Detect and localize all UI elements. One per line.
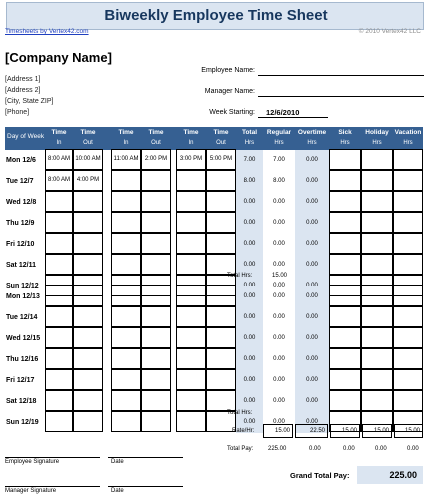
week-starting-label: Week Starting: bbox=[209, 109, 255, 116]
day-label: Fri 12/17 bbox=[6, 377, 35, 384]
time-cell-out1[interactable] bbox=[73, 369, 103, 390]
time-cell-in2[interactable] bbox=[111, 411, 141, 432]
time-cell-in2[interactable] bbox=[111, 191, 141, 212]
week2-total-label: Total Hrs: bbox=[227, 410, 253, 416]
holiday-hrs-cell[interactable] bbox=[361, 191, 393, 212]
time-cell-out2[interactable] bbox=[141, 327, 171, 348]
time-cell-in2[interactable] bbox=[111, 212, 141, 233]
total-hrs: 0.00 bbox=[236, 255, 263, 276]
rate-regular[interactable]: 15.00 bbox=[263, 424, 293, 438]
regular-hrs: 0.00 bbox=[273, 220, 285, 226]
time-cell-out3[interactable] bbox=[206, 306, 236, 327]
table-row bbox=[5, 370, 423, 391]
time-cell-in3[interactable] bbox=[176, 390, 206, 411]
time-cell-in3[interactable] bbox=[176, 369, 206, 390]
time-cell-in1[interactable] bbox=[45, 254, 73, 275]
total-hrs: 0.00 bbox=[236, 328, 263, 349]
time-cell-in2[interactable] bbox=[111, 285, 141, 306]
pay-holiday: 0.00 bbox=[375, 446, 387, 452]
manager-date-line[interactable] bbox=[108, 486, 183, 487]
time-cell-in3[interactable] bbox=[176, 254, 206, 275]
phone[interactable]: [Phone] bbox=[5, 109, 30, 116]
day-label: Tue 12/7 bbox=[6, 178, 34, 185]
vacation-hrs-cell[interactable] bbox=[393, 327, 423, 348]
time-cell-out2[interactable] bbox=[141, 254, 171, 275]
employee-signature-label: Employee Signature bbox=[5, 459, 60, 465]
time-cell-out2[interactable]: 2:00 PM bbox=[141, 149, 171, 170]
time-cell-in3[interactable] bbox=[176, 212, 206, 233]
col-in-3: Time In bbox=[183, 129, 199, 146]
vacation-hrs-cell[interactable] bbox=[393, 254, 423, 275]
regular-hrs: 0.00 bbox=[273, 419, 285, 425]
holiday-hrs-cell[interactable] bbox=[361, 306, 393, 327]
pay-overtime: 0.00 bbox=[309, 446, 321, 452]
overtime-hrs: 0.00 bbox=[295, 255, 329, 276]
time-cell-in1[interactable]: 8:00 AM bbox=[45, 149, 73, 170]
time-cell-in2[interactable] bbox=[111, 369, 141, 390]
time-cell-in1[interactable] bbox=[45, 212, 73, 233]
time-cell-out1[interactable] bbox=[73, 254, 103, 275]
table-row bbox=[5, 234, 423, 255]
rate-sick[interactable]: 15.00 bbox=[330, 424, 360, 438]
time-cell-in2[interactable] bbox=[111, 254, 141, 275]
time-cell-in3[interactable] bbox=[176, 327, 206, 348]
sick-hrs-cell[interactable] bbox=[329, 348, 361, 369]
holiday-hrs-cell[interactable] bbox=[361, 285, 393, 306]
col-overtime: Overtime Hrs bbox=[297, 129, 327, 146]
total-hrs: 0.00 bbox=[236, 349, 263, 370]
vacation-hrs-cell[interactable] bbox=[393, 285, 423, 306]
time-cell-out3[interactable] bbox=[206, 348, 236, 369]
regular-hrs: 8.00 bbox=[273, 178, 285, 184]
vacation-hrs-cell[interactable] bbox=[393, 233, 423, 254]
vacation-hrs-cell[interactable] bbox=[393, 390, 423, 411]
sick-hrs-cell[interactable] bbox=[329, 149, 361, 170]
time-cell-in1[interactable]: 8:00 AM bbox=[45, 170, 73, 191]
table-header bbox=[5, 127, 423, 150]
holiday-hrs-cell[interactable] bbox=[361, 149, 393, 170]
total-hrs: 0.00 bbox=[236, 234, 263, 255]
total-hrs: 7.00 bbox=[236, 150, 263, 171]
overtime-hrs: 0.00 bbox=[295, 391, 329, 412]
time-cell-in1[interactable] bbox=[45, 369, 73, 390]
time-cell-in3[interactable] bbox=[176, 191, 206, 212]
employee-date-label: Date bbox=[111, 459, 124, 465]
day-label: Mon 12/6 bbox=[6, 157, 36, 164]
time-cell-out3[interactable] bbox=[206, 369, 236, 390]
address-2[interactable]: [Address 2] bbox=[5, 87, 41, 94]
time-cell-out3[interactable] bbox=[206, 191, 236, 212]
table-row bbox=[5, 150, 423, 171]
manager-name-field[interactable] bbox=[258, 96, 424, 97]
regular-hrs: 0.00 bbox=[273, 262, 285, 268]
time-cell-out1[interactable] bbox=[73, 212, 103, 233]
day-label: Sat 12/11 bbox=[6, 262, 36, 269]
time-cell-out3[interactable] bbox=[206, 254, 236, 275]
time-cell-in2[interactable] bbox=[111, 306, 141, 327]
table-row bbox=[5, 192, 423, 213]
col-vacation: Vacation Hrs bbox=[394, 129, 422, 146]
time-cell-out2[interactable] bbox=[141, 369, 171, 390]
pay-sick: 0.00 bbox=[343, 446, 355, 452]
rate-vacation[interactable]: 15.00 bbox=[394, 424, 423, 438]
regular-hrs: 7.00 bbox=[273, 157, 285, 163]
sick-hrs-cell[interactable] bbox=[329, 170, 361, 191]
day-label: Sun 12/19 bbox=[6, 419, 39, 426]
day-label: Sun 12/12 bbox=[6, 283, 39, 290]
title-bar bbox=[6, 2, 424, 30]
time-cell-in1[interactable] bbox=[45, 233, 73, 254]
col-regular: Regular Hrs bbox=[266, 129, 292, 146]
time-cell-out2[interactable] bbox=[141, 390, 171, 411]
table-row bbox=[5, 213, 423, 234]
holiday-hrs-cell[interactable] bbox=[361, 390, 393, 411]
page-title: Biweekly Employee Time Sheet bbox=[104, 7, 328, 24]
time-cell-in3[interactable] bbox=[176, 233, 206, 254]
table-row bbox=[5, 412, 423, 433]
vacation-hrs-cell[interactable] bbox=[393, 348, 423, 369]
sick-hrs-cell[interactable] bbox=[329, 233, 361, 254]
time-cell-in1[interactable] bbox=[45, 306, 73, 327]
vacation-hrs-cell[interactable] bbox=[393, 212, 423, 233]
sick-hrs-cell[interactable] bbox=[329, 254, 361, 275]
regular-hrs: 0.00 bbox=[273, 398, 285, 404]
manager-date-label: Date bbox=[111, 488, 124, 494]
time-cell-out3[interactable]: 5:00 PM bbox=[206, 149, 236, 170]
time-cell-in2[interactable] bbox=[111, 348, 141, 369]
week1-total-label: Total Hrs: bbox=[227, 273, 253, 279]
col-out-3: Time Out bbox=[213, 129, 229, 146]
week-starting-value[interactable]: 12/6/2010 bbox=[266, 108, 300, 117]
total-hrs: 0.00 bbox=[236, 192, 263, 213]
total-hrs: 0.00 bbox=[236, 286, 263, 307]
holiday-hrs-cell[interactable] bbox=[361, 170, 393, 191]
time-cell-out3[interactable] bbox=[206, 212, 236, 233]
total-pay-label: Total Pay: bbox=[227, 446, 254, 452]
time-cell-out1[interactable] bbox=[73, 306, 103, 327]
time-cell-out1[interactable]: 10:00 AM bbox=[73, 149, 103, 170]
day-label: Wed 12/8 bbox=[6, 199, 37, 206]
holiday-hrs-cell[interactable] bbox=[361, 348, 393, 369]
day-label: Wed 12/15 bbox=[6, 335, 41, 342]
overtime-hrs: 0.00 bbox=[295, 349, 329, 370]
vacation-hrs-cell[interactable] bbox=[393, 369, 423, 390]
time-cell-out1[interactable] bbox=[73, 327, 103, 348]
sick-hrs-cell[interactable] bbox=[329, 306, 361, 327]
city-state-zip[interactable]: [City, State ZIP] bbox=[5, 98, 54, 105]
time-cell-out2[interactable] bbox=[141, 170, 171, 191]
day-label: Tue 12/14 bbox=[6, 314, 38, 321]
time-cell-out1[interactable] bbox=[73, 411, 103, 432]
employee-name-label: Employee Name: bbox=[201, 67, 255, 74]
sick-hrs-cell[interactable] bbox=[329, 390, 361, 411]
overtime-hrs: 0.00 bbox=[295, 192, 329, 213]
time-cell-out2[interactable] bbox=[141, 348, 171, 369]
col-in-1: Time In bbox=[51, 129, 67, 146]
time-cell-out1[interactable] bbox=[73, 285, 103, 306]
table-row bbox=[5, 307, 423, 328]
employee-date-line[interactable] bbox=[108, 457, 183, 458]
employee-name-field[interactable] bbox=[258, 75, 424, 76]
manager-signature-label: Manager Signature bbox=[5, 488, 57, 494]
time-cell-in2[interactable]: 11:00 AM bbox=[111, 149, 141, 170]
regular-hrs: 0.00 bbox=[273, 335, 285, 341]
rate-label: Rate/Hr: bbox=[232, 428, 255, 434]
time-cell-in2[interactable] bbox=[111, 327, 141, 348]
total-hrs: 0.00 bbox=[236, 307, 263, 328]
table-row bbox=[5, 255, 423, 276]
pay-regular: 225.00 bbox=[268, 446, 287, 452]
total-hrs: 8.00 bbox=[236, 171, 263, 192]
vertex42-link[interactable]: Timesheets by Vertex42.com bbox=[5, 28, 89, 35]
total-hrs: 0.00 bbox=[236, 370, 263, 391]
manager-name-label: Manager Name: bbox=[204, 88, 255, 95]
holiday-hrs-cell[interactable] bbox=[361, 254, 393, 275]
rate-holiday[interactable]: 15.00 bbox=[362, 424, 392, 438]
total-hrs: 0.00 bbox=[236, 412, 263, 433]
time-cell-out2[interactable] bbox=[141, 233, 171, 254]
sick-hrs-cell[interactable] bbox=[329, 369, 361, 390]
time-cell-in3[interactable] bbox=[176, 411, 206, 432]
rate-overtime[interactable]: 22.50 bbox=[295, 424, 328, 438]
total-hrs: 0.00 bbox=[236, 391, 263, 412]
table-row bbox=[5, 171, 423, 192]
time-cell-in2[interactable] bbox=[111, 170, 141, 191]
grand-total-label: Grand Total Pay: bbox=[290, 471, 350, 480]
address-1[interactable]: [Address 1] bbox=[5, 76, 41, 83]
time-cell-out3[interactable] bbox=[206, 285, 236, 306]
total-hrs: 0.00 bbox=[236, 213, 263, 234]
regular-hrs: 0.00 bbox=[273, 283, 285, 289]
day-label: Mon 12/13 bbox=[6, 293, 40, 300]
regular-hrs: 0.00 bbox=[273, 199, 285, 205]
time-cell-out1[interactable] bbox=[73, 348, 103, 369]
time-cell-out2[interactable] bbox=[141, 411, 171, 432]
day-label: Thu 12/16 bbox=[6, 356, 39, 363]
week-starting-underline bbox=[258, 117, 328, 118]
time-cell-in1[interactable] bbox=[45, 327, 73, 348]
sick-hrs-cell[interactable] bbox=[329, 285, 361, 306]
time-cell-out3[interactable] bbox=[206, 327, 236, 348]
holiday-hrs-cell[interactable] bbox=[361, 369, 393, 390]
regular-hrs: 0.00 bbox=[273, 241, 285, 247]
overtime-hrs: 0.00 bbox=[295, 307, 329, 328]
company-name[interactable]: [Company Name] bbox=[5, 50, 112, 65]
time-cell-out2[interactable] bbox=[141, 306, 171, 327]
time-cell-out2[interactable] bbox=[141, 285, 171, 306]
overtime-hrs: 0.00 bbox=[295, 370, 329, 391]
week1-total-value: 15.00 bbox=[272, 273, 288, 279]
time-cell-out3[interactable] bbox=[206, 390, 236, 411]
regular-hrs: 0.00 bbox=[273, 293, 285, 299]
day-label: Sat 12/18 bbox=[6, 398, 37, 405]
time-cell-in3[interactable] bbox=[176, 170, 206, 191]
time-cell-in1[interactable] bbox=[45, 348, 73, 369]
vacation-hrs-cell[interactable] bbox=[393, 191, 423, 212]
time-cell-in1[interactable] bbox=[45, 191, 73, 212]
overtime-hrs: 0.00 bbox=[295, 286, 329, 307]
time-cell-in3[interactable] bbox=[176, 306, 206, 327]
overtime-hrs: 0.00 bbox=[295, 234, 329, 255]
table-row bbox=[5, 286, 423, 307]
holiday-hrs-cell[interactable] bbox=[361, 327, 393, 348]
col-day: Day of Week bbox=[7, 133, 45, 140]
time-cell-out1[interactable] bbox=[73, 191, 103, 212]
overtime-hrs: 0.00 bbox=[295, 328, 329, 349]
col-out-1: Time Out bbox=[80, 129, 96, 146]
grand-total-value: 225.00 bbox=[357, 466, 423, 484]
time-cell-out1[interactable] bbox=[73, 233, 103, 254]
col-total: Total Hrs bbox=[241, 129, 258, 146]
vacation-hrs-cell[interactable] bbox=[393, 306, 423, 327]
vacation-hrs-cell[interactable] bbox=[393, 170, 423, 191]
table-row bbox=[5, 328, 423, 349]
time-cell-in1[interactable] bbox=[45, 411, 73, 432]
vacation-hrs-cell[interactable] bbox=[393, 149, 423, 170]
holiday-hrs-cell[interactable] bbox=[361, 233, 393, 254]
time-cell-in1[interactable] bbox=[45, 285, 73, 306]
table-row bbox=[5, 349, 423, 370]
table-row bbox=[5, 391, 423, 412]
overtime-hrs: 0.00 bbox=[295, 412, 329, 433]
time-cell-out1[interactable]: 4:00 PM bbox=[73, 170, 103, 191]
overtime-hrs: 0.00 bbox=[295, 213, 329, 234]
day-label: Thu 12/9 bbox=[6, 220, 35, 227]
col-in-2: Time In bbox=[118, 129, 134, 146]
employee-signature-line[interactable] bbox=[5, 457, 100, 458]
day-label: Fri 12/10 bbox=[6, 241, 35, 248]
overtime-hrs: 0.00 bbox=[295, 150, 329, 171]
sick-hrs-cell[interactable] bbox=[329, 327, 361, 348]
pay-vacation: 0.00 bbox=[407, 446, 419, 452]
sick-hrs-cell[interactable] bbox=[329, 212, 361, 233]
copyright-text: © 2010 Vertex42 LLC bbox=[358, 28, 421, 35]
time-cell-in3[interactable]: 3:00 PM bbox=[176, 149, 206, 170]
regular-hrs: 0.00 bbox=[273, 356, 285, 362]
time-cell-in3[interactable] bbox=[176, 348, 206, 369]
time-cell-out1[interactable] bbox=[73, 390, 103, 411]
time-cell-in2[interactable] bbox=[111, 233, 141, 254]
col-sick: Sick Hrs bbox=[338, 129, 352, 146]
sick-hrs-cell[interactable] bbox=[329, 191, 361, 212]
manager-signature-line[interactable] bbox=[5, 486, 100, 487]
time-cell-in3[interactable] bbox=[176, 285, 206, 306]
time-cell-out3[interactable] bbox=[206, 170, 236, 191]
time-cell-in1[interactable] bbox=[45, 390, 73, 411]
col-holiday: Holiday Hrs bbox=[365, 129, 389, 146]
time-cell-out2[interactable] bbox=[141, 212, 171, 233]
regular-hrs: 0.00 bbox=[273, 377, 285, 383]
overtime-hrs: 0.00 bbox=[295, 171, 329, 192]
time-cell-out2[interactable] bbox=[141, 191, 171, 212]
time-cell-in2[interactable] bbox=[111, 390, 141, 411]
holiday-hrs-cell[interactable] bbox=[361, 212, 393, 233]
time-cell-out3[interactable] bbox=[206, 233, 236, 254]
col-out-2: Time Out bbox=[148, 129, 164, 146]
regular-hrs: 0.00 bbox=[273, 314, 285, 320]
